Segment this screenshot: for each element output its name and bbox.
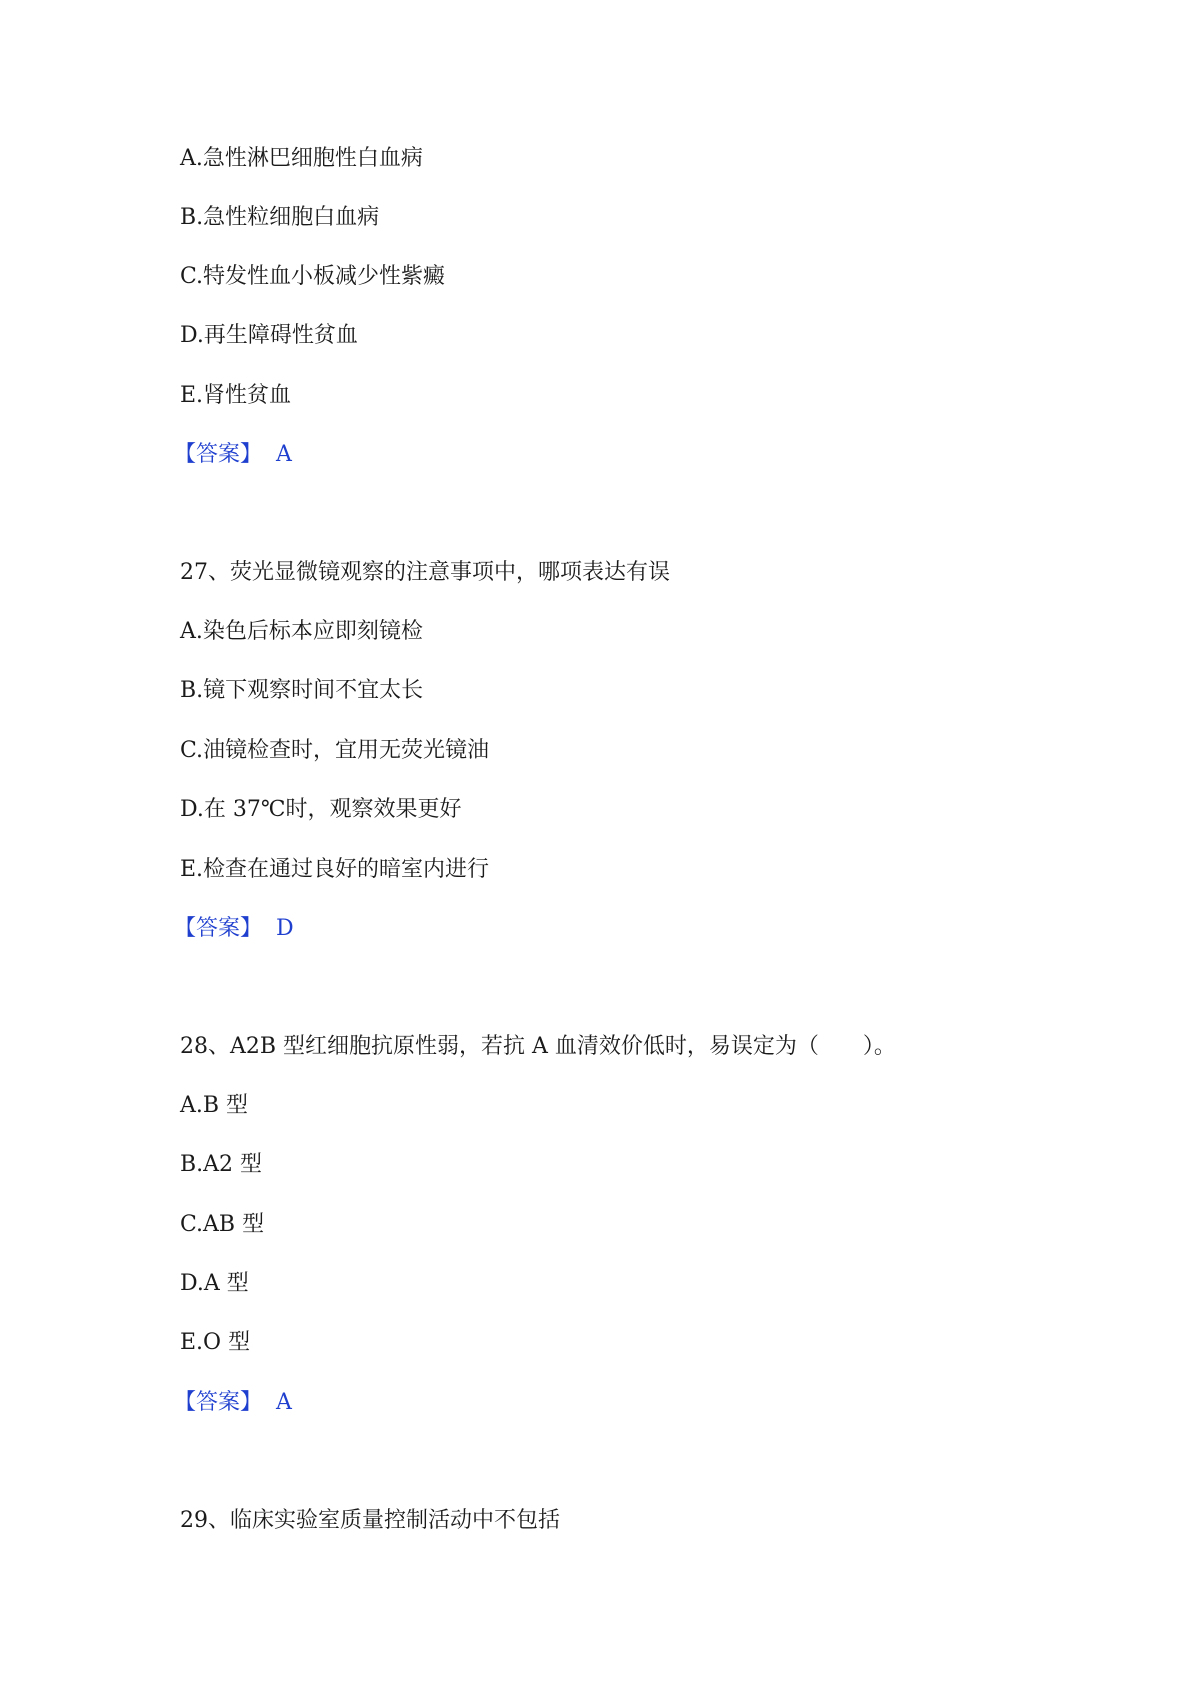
q28-option-a: A.B 型 xyxy=(180,1093,249,1118)
q27-option-e: E.检查在通过良好的暗室内进行 xyxy=(180,857,490,882)
q28-option-e: E.O 型 xyxy=(180,1330,251,1355)
q28-option-c: C.AB 型 xyxy=(180,1212,265,1237)
q26-option-c: C.特发性血小板减少性紫癜 xyxy=(180,264,446,289)
q27-option-d: D.在 37℃时，观察效果更好 xyxy=(180,797,462,822)
q26-option-b: B.急性粒细胞白血病 xyxy=(180,205,380,230)
q26-option-e: E.肾性贫血 xyxy=(180,383,292,408)
answer-label: 【答案】 xyxy=(174,442,263,467)
answer-label: 【答案】 xyxy=(174,1390,263,1415)
q27-option-a: A.染色后标本应即刻镜检 xyxy=(180,619,423,644)
q28-option-b: B.A2 型 xyxy=(180,1152,263,1177)
answer-value: D xyxy=(276,916,294,941)
q28-question: 28、A2B 型红细胞抗原性弱，若抗 A 血清效价低时，易误定为（ ）。 xyxy=(180,1034,896,1059)
q26-option-a: A.急性淋巴细胞性白血病 xyxy=(180,146,423,171)
q29-question: 29、临床实验室质量控制活动中不包括 xyxy=(180,1508,560,1533)
q27-option-c: C.油镜检查时，宜用无荧光镜油 xyxy=(180,738,490,763)
answer-value: A xyxy=(276,1390,292,1415)
q27-question: 27、荧光显微镜观察的注意事项中，哪项表达有误 xyxy=(180,560,670,585)
q26-answer xyxy=(174,440,292,470)
answer-label: 【答案】 xyxy=(174,916,263,941)
q27-option-b: B.镜下观察时间不宜太长 xyxy=(180,678,424,703)
q28-answer xyxy=(174,1388,292,1418)
q27-answer xyxy=(174,914,294,944)
q28-option-d: D.A 型 xyxy=(180,1271,249,1296)
answer-value: A xyxy=(276,442,292,467)
q26-option-d: D.再生障碍性贫血 xyxy=(180,323,358,348)
